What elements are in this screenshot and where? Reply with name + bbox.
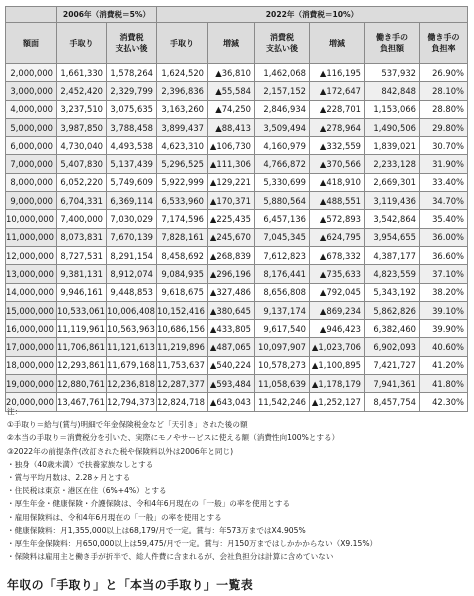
col-burden-amount-cell: 1,490,506	[365, 118, 420, 136]
table-row	[6, 155, 468, 173]
col-diff-real-cell: ▲332,559	[310, 137, 365, 155]
col-diff-takehome-cell: ▲36,810	[208, 64, 255, 82]
col-burden-rate-cell: 35.40%	[420, 210, 468, 228]
note-line: ②本当の手取り＝消費税分を引いた、実際にモノやサービスに使える額（消費性向100%とする）	[7, 433, 340, 443]
col-diff-takehome-cell: ▲74,250	[208, 100, 255, 118]
col-takehome-2022-cell: 10,686,156	[157, 320, 208, 338]
col-real-2022-cell: 8,176,441	[255, 265, 310, 283]
col-amount-cell: 7,000,000	[6, 155, 57, 173]
col-amount-cell: 19,000,000	[6, 375, 57, 393]
col-takehome-2006-cell: 6,052,220	[57, 173, 107, 191]
col-diff-real-cell: ▲678,332	[310, 246, 365, 264]
col-real-2006-cell: 12,794,373	[107, 393, 157, 411]
table-row	[6, 228, 468, 246]
table-row	[6, 301, 468, 319]
col-real-2006-cell: 10,563,963	[107, 320, 157, 338]
col-diff-takehome-cell: ▲88,413	[208, 118, 255, 136]
col-takehome-2022-cell: 2,396,836	[157, 82, 208, 100]
note-line: ・独身（40歳未満）で扶養家族なしとする	[7, 459, 154, 469]
col-real-2022-cell: 10,578,273	[255, 356, 310, 374]
col-real-2006-cell: 3,075,635	[107, 100, 157, 118]
col-real-2006-cell: 10,006,408	[107, 301, 157, 319]
col-burden-rate-cell: 42.30%	[420, 393, 468, 411]
col-amount-cell: 3,000,000	[6, 82, 57, 100]
col-diff-real-cell: ▲278,964	[310, 118, 365, 136]
col-burden-rate-cell: 29.80%	[420, 118, 468, 136]
col-amount-cell: 2,000,000	[6, 64, 57, 82]
col-diff-takehome-cell: ▲55,584	[208, 82, 255, 100]
col-real-2006-cell: 5,137,439	[107, 155, 157, 173]
caption: 年収の「手取り」と「本当の手取り」一覧表	[7, 578, 254, 592]
col-amount-cell: 10,000,000	[6, 210, 57, 228]
note-line: ・賞与平均月数は、2.28ヶ月とする	[7, 473, 131, 483]
col-real-2006-cell: 6,369,114	[107, 192, 157, 210]
col-real-2006-cell: 7,030,029	[107, 210, 157, 228]
table-row	[6, 100, 468, 118]
col-diff-real-cell: ▲228,701	[310, 100, 365, 118]
col-real-2006-cell: 12,236,818	[107, 375, 157, 393]
col-takehome-2022-cell: 9,084,935	[157, 265, 208, 283]
col-real-2022-cell: 11,058,639	[255, 375, 310, 393]
table-row	[6, 82, 468, 100]
col-amount-cell: 6,000,000	[6, 137, 57, 155]
col-diff-takehome-cell: ▲380,645	[208, 301, 255, 319]
col-diff-real-cell: ▲946,423	[310, 320, 365, 338]
col-burden-amount-header: 働き手の 負担額	[365, 23, 420, 64]
col-real-2022-cell: 1,462,068	[255, 64, 310, 82]
col-real-2022-header: 消費税 支払い後	[255, 23, 310, 64]
col-amount-cell: 9,000,000	[6, 192, 57, 210]
table-row	[6, 173, 468, 191]
col-takehome-2006-cell: 12,880,761	[57, 375, 107, 393]
col-burden-amount-cell: 8,457,754	[365, 393, 420, 411]
header-blank	[6, 7, 57, 23]
income-table	[5, 6, 468, 412]
table-row	[6, 356, 468, 374]
col-takehome-2006-cell: 11,706,861	[57, 338, 107, 356]
col-real-2022-cell: 10,097,907	[255, 338, 310, 356]
col-real-2022-cell: 9,137,174	[255, 301, 310, 319]
col-takehome-2022-cell: 3,899,437	[157, 118, 208, 136]
col-takehome-2022-cell: 7,828,161	[157, 228, 208, 246]
table-row	[6, 246, 468, 264]
col-burden-rate-cell: 28.10%	[420, 82, 468, 100]
col-real-2022-cell: 6,457,136	[255, 210, 310, 228]
col-burden-amount-cell: 4,387,177	[365, 246, 420, 264]
col-burden-rate-cell: 34.70%	[420, 192, 468, 210]
col-takehome-2022-cell: 11,753,637	[157, 356, 208, 374]
col-burden-amount-cell: 3,542,864	[365, 210, 420, 228]
col-real-2006-cell: 8,912,074	[107, 265, 157, 283]
table-row	[6, 338, 468, 356]
col-burden-amount-cell: 5,862,826	[365, 301, 420, 319]
col-burden-rate-cell: 38.20%	[420, 283, 468, 301]
col-burden-rate-cell: 41.20%	[420, 356, 468, 374]
col-takehome-2022-cell: 9,618,675	[157, 283, 208, 301]
col-diff-real-cell: ▲735,633	[310, 265, 365, 283]
col-burden-rate-cell: 31.90%	[420, 155, 468, 173]
col-burden-rate-cell: 39.90%	[420, 320, 468, 338]
col-real-2022-cell: 4,766,872	[255, 155, 310, 173]
col-diff-takehome-cell: ▲106,730	[208, 137, 255, 155]
col-takehome-2022-cell: 4,623,310	[157, 137, 208, 155]
col-takehome-2022-cell: 12,824,718	[157, 393, 208, 411]
col-diff-takehome-cell: ▲268,839	[208, 246, 255, 264]
col-burden-rate-cell: 39.10%	[420, 301, 468, 319]
col-takehome-2022-header: 手取り	[157, 23, 208, 64]
col-burden-rate-cell: 33.40%	[420, 173, 468, 191]
header-2006: 2006年（消費税＝5%）	[57, 7, 157, 23]
col-amount-cell: 8,000,000	[6, 173, 57, 191]
table-row	[6, 192, 468, 210]
col-diff-real-cell: ▲1,023,706	[310, 338, 365, 356]
col-real-2022-cell: 3,509,494	[255, 118, 310, 136]
col-diff-takehome-cell: ▲433,805	[208, 320, 255, 338]
note-line: ①手取り＝給与(賞与)明細で年金保険税金など「天引き」された後の額	[7, 420, 248, 430]
table-row	[6, 375, 468, 393]
col-takehome-2006-cell: 13,467,761	[57, 393, 107, 411]
col-diff-real-cell: ▲172,647	[310, 82, 365, 100]
table-row	[6, 118, 468, 136]
col-diff-real-cell: ▲370,566	[310, 155, 365, 173]
col-burden-amount-cell: 537,932	[365, 64, 420, 82]
col-takehome-2006-cell: 3,987,850	[57, 118, 107, 136]
col-diff-real-cell: ▲572,893	[310, 210, 365, 228]
col-takehome-2006-cell: 9,381,131	[57, 265, 107, 283]
col-takehome-2006-cell: 8,073,831	[57, 228, 107, 246]
col-real-2006-cell: 11,121,613	[107, 338, 157, 356]
col-takehome-2022-cell: 11,219,896	[157, 338, 208, 356]
col-takehome-2006-cell: 8,727,531	[57, 246, 107, 264]
col-burden-rate-cell: 36.00%	[420, 228, 468, 246]
notes	[7, 405, 469, 563]
col-diff-real-cell: ▲869,234	[310, 301, 365, 319]
note-line: ・雇用保険料は、令和4年6月現在の「一般」の率を使用とする	[7, 512, 222, 522]
col-burden-amount-cell: 1,153,066	[365, 100, 420, 118]
col-burden-amount-cell: 7,421,727	[365, 356, 420, 374]
col-takehome-2006-cell: 1,661,330	[57, 64, 107, 82]
col-diff-real-cell: ▲418,910	[310, 173, 365, 191]
col-burden-amount-cell: 842,848	[365, 82, 420, 100]
col-diff-real-header: 増減	[310, 23, 365, 64]
col-real-2022-cell: 2,157,152	[255, 82, 310, 100]
table-row	[6, 320, 468, 338]
note-line: ・厚生年金・健康保険・介護保険は、令和4年6月現在の「一般」の率を使用とする	[7, 499, 291, 509]
col-diff-real-cell: ▲488,551	[310, 192, 365, 210]
col-takehome-2022-cell: 3,163,260	[157, 100, 208, 118]
col-takehome-2006-cell: 3,237,510	[57, 100, 107, 118]
col-takehome-2006-cell: 12,293,861	[57, 356, 107, 374]
col-burden-rate-cell: 28.80%	[420, 100, 468, 118]
col-diff-takehome-header: 増減	[208, 23, 255, 64]
col-burden-amount-cell: 4,823,559	[365, 265, 420, 283]
col-real-2022-cell: 5,330,699	[255, 173, 310, 191]
col-takehome-2006-header: 手取り	[57, 23, 107, 64]
col-real-2022-cell: 4,160,979	[255, 137, 310, 155]
col-real-2006-cell: 8,291,154	[107, 246, 157, 264]
col-burden-rate-header: 働き手の 負担率	[420, 23, 468, 64]
col-takehome-2022-cell: 12,287,377	[157, 375, 208, 393]
col-amount-cell: 20,000,000	[6, 393, 57, 411]
col-diff-real-cell: ▲1,178,179	[310, 375, 365, 393]
col-diff-real-cell: ▲1,252,127	[310, 393, 365, 411]
col-diff-takehome-cell: ▲327,486	[208, 283, 255, 301]
table-row	[6, 265, 468, 283]
col-real-2006-header: 消費税 支払い後	[107, 23, 157, 64]
col-takehome-2006-cell: 7,400,000	[57, 210, 107, 228]
col-diff-takehome-cell: ▲487,065	[208, 338, 255, 356]
col-diff-takehome-cell: ▲643,043	[208, 393, 255, 411]
col-burden-amount-cell: 1,839,021	[365, 137, 420, 155]
col-takehome-2022-cell: 10,152,416	[157, 301, 208, 319]
col-takehome-2006-cell: 2,452,420	[57, 82, 107, 100]
col-amount-cell: 18,000,000	[6, 356, 57, 374]
note-line: ・保険料は雇用主と働き手が折半で、総人件費に含まれるが、会社負担分は計算に含めていない	[7, 552, 334, 562]
col-burden-rate-cell: 40.60%	[420, 338, 468, 356]
note-line: ③2022年の前提条件(改訂された税や保険料以外は2006年と同じ)	[7, 446, 234, 456]
col-burden-amount-cell: 3,119,436	[365, 192, 420, 210]
col-burden-rate-cell: 30.70%	[420, 137, 468, 155]
table-row	[6, 283, 468, 301]
col-amount-cell: 5,000,000	[6, 118, 57, 136]
col-burden-amount-cell: 2,233,128	[365, 155, 420, 173]
col-takehome-2022-cell: 5,296,525	[157, 155, 208, 173]
col-takehome-2022-cell: 6,533,960	[157, 192, 208, 210]
col-diff-takehome-cell: ▲540,224	[208, 356, 255, 374]
col-diff-takehome-cell: ▲129,221	[208, 173, 255, 191]
col-diff-takehome-cell: ▲245,670	[208, 228, 255, 246]
col-diff-takehome-cell: ▲593,484	[208, 375, 255, 393]
col-real-2022-cell: 11,542,246	[255, 393, 310, 411]
note-line: ・厚生年金保険料：月650,000以上は59,475/月で一定。賞与：月150万まではしかかからない（X9.15%）	[7, 539, 378, 549]
col-diff-real-cell: ▲1,100,895	[310, 356, 365, 374]
col-burden-rate-cell: 41.80%	[420, 375, 468, 393]
col-real-2022-cell: 8,656,808	[255, 283, 310, 301]
col-takehome-2022-cell: 8,458,692	[157, 246, 208, 264]
col-takehome-2022-cell: 7,174,596	[157, 210, 208, 228]
col-real-2022-cell: 7,612,823	[255, 246, 310, 264]
col-burden-amount-cell: 6,902,093	[365, 338, 420, 356]
col-real-2022-cell: 9,617,540	[255, 320, 310, 338]
col-diff-takehome-cell: ▲170,371	[208, 192, 255, 210]
col-takehome-2006-cell: 6,704,331	[57, 192, 107, 210]
col-diff-takehome-cell: ▲225,435	[208, 210, 255, 228]
col-takehome-2006-cell: 11,119,961	[57, 320, 107, 338]
table-row	[6, 64, 468, 82]
col-takehome-2022-cell: 1,624,520	[157, 64, 208, 82]
col-diff-takehome-cell: ▲111,306	[208, 155, 255, 173]
col-amount-header: 額面	[6, 23, 57, 64]
col-real-2022-cell: 5,880,564	[255, 192, 310, 210]
col-real-2006-cell: 11,679,168	[107, 356, 157, 374]
col-takehome-2006-cell: 4,730,040	[57, 137, 107, 155]
col-real-2006-cell: 2,329,799	[107, 82, 157, 100]
col-burden-amount-cell: 7,941,361	[365, 375, 420, 393]
header-2022: 2022年（消費税＝10%）	[157, 7, 468, 23]
col-takehome-2022-cell: 5,922,999	[157, 173, 208, 191]
col-real-2006-cell: 5,749,609	[107, 173, 157, 191]
table-row	[6, 137, 468, 155]
col-burden-amount-cell: 3,954,655	[365, 228, 420, 246]
col-amount-cell: 16,000,000	[6, 320, 57, 338]
col-amount-cell: 17,000,000	[6, 338, 57, 356]
col-burden-rate-cell: 36.60%	[420, 246, 468, 264]
table-row	[6, 210, 468, 228]
col-real-2022-cell: 7,045,345	[255, 228, 310, 246]
col-burden-amount-cell: 5,343,192	[365, 283, 420, 301]
col-real-2022-cell: 2,846,934	[255, 100, 310, 118]
col-amount-cell: 14,000,000	[6, 283, 57, 301]
col-burden-amount-cell: 6,382,460	[365, 320, 420, 338]
col-diff-real-cell: ▲624,795	[310, 228, 365, 246]
notes-heading: 注：	[7, 407, 23, 416]
col-real-2006-cell: 3,788,458	[107, 118, 157, 136]
col-diff-real-cell: ▲792,045	[310, 283, 365, 301]
col-diff-takehome-cell: ▲296,196	[208, 265, 255, 283]
col-amount-cell: 11,000,000	[6, 228, 57, 246]
col-takehome-2006-cell: 10,533,061	[57, 301, 107, 319]
col-real-2006-cell: 7,670,139	[107, 228, 157, 246]
col-real-2006-cell: 1,578,264	[107, 64, 157, 82]
col-amount-cell: 15,000,000	[6, 301, 57, 319]
col-takehome-2006-cell: 9,946,161	[57, 283, 107, 301]
note-line: ・健康保険料：月1,355,000以上は68,179/月で一定。賞与：年573万まではX4.905%	[7, 525, 306, 535]
col-amount-cell: 12,000,000	[6, 246, 57, 264]
col-real-2006-cell: 9,448,853	[107, 283, 157, 301]
col-diff-real-cell: ▲116,195	[310, 64, 365, 82]
note-line: ・住民税は東京・港区在住（6%+4%）とする	[7, 486, 167, 496]
col-amount-cell: 13,000,000	[6, 265, 57, 283]
col-real-2006-cell: 4,493,538	[107, 137, 157, 155]
col-burden-rate-cell: 26.90%	[420, 64, 468, 82]
col-burden-rate-cell: 37.10%	[420, 265, 468, 283]
col-takehome-2006-cell: 5,407,830	[57, 155, 107, 173]
col-burden-amount-cell: 2,669,301	[365, 173, 420, 191]
col-amount-cell: 4,000,000	[6, 100, 57, 118]
